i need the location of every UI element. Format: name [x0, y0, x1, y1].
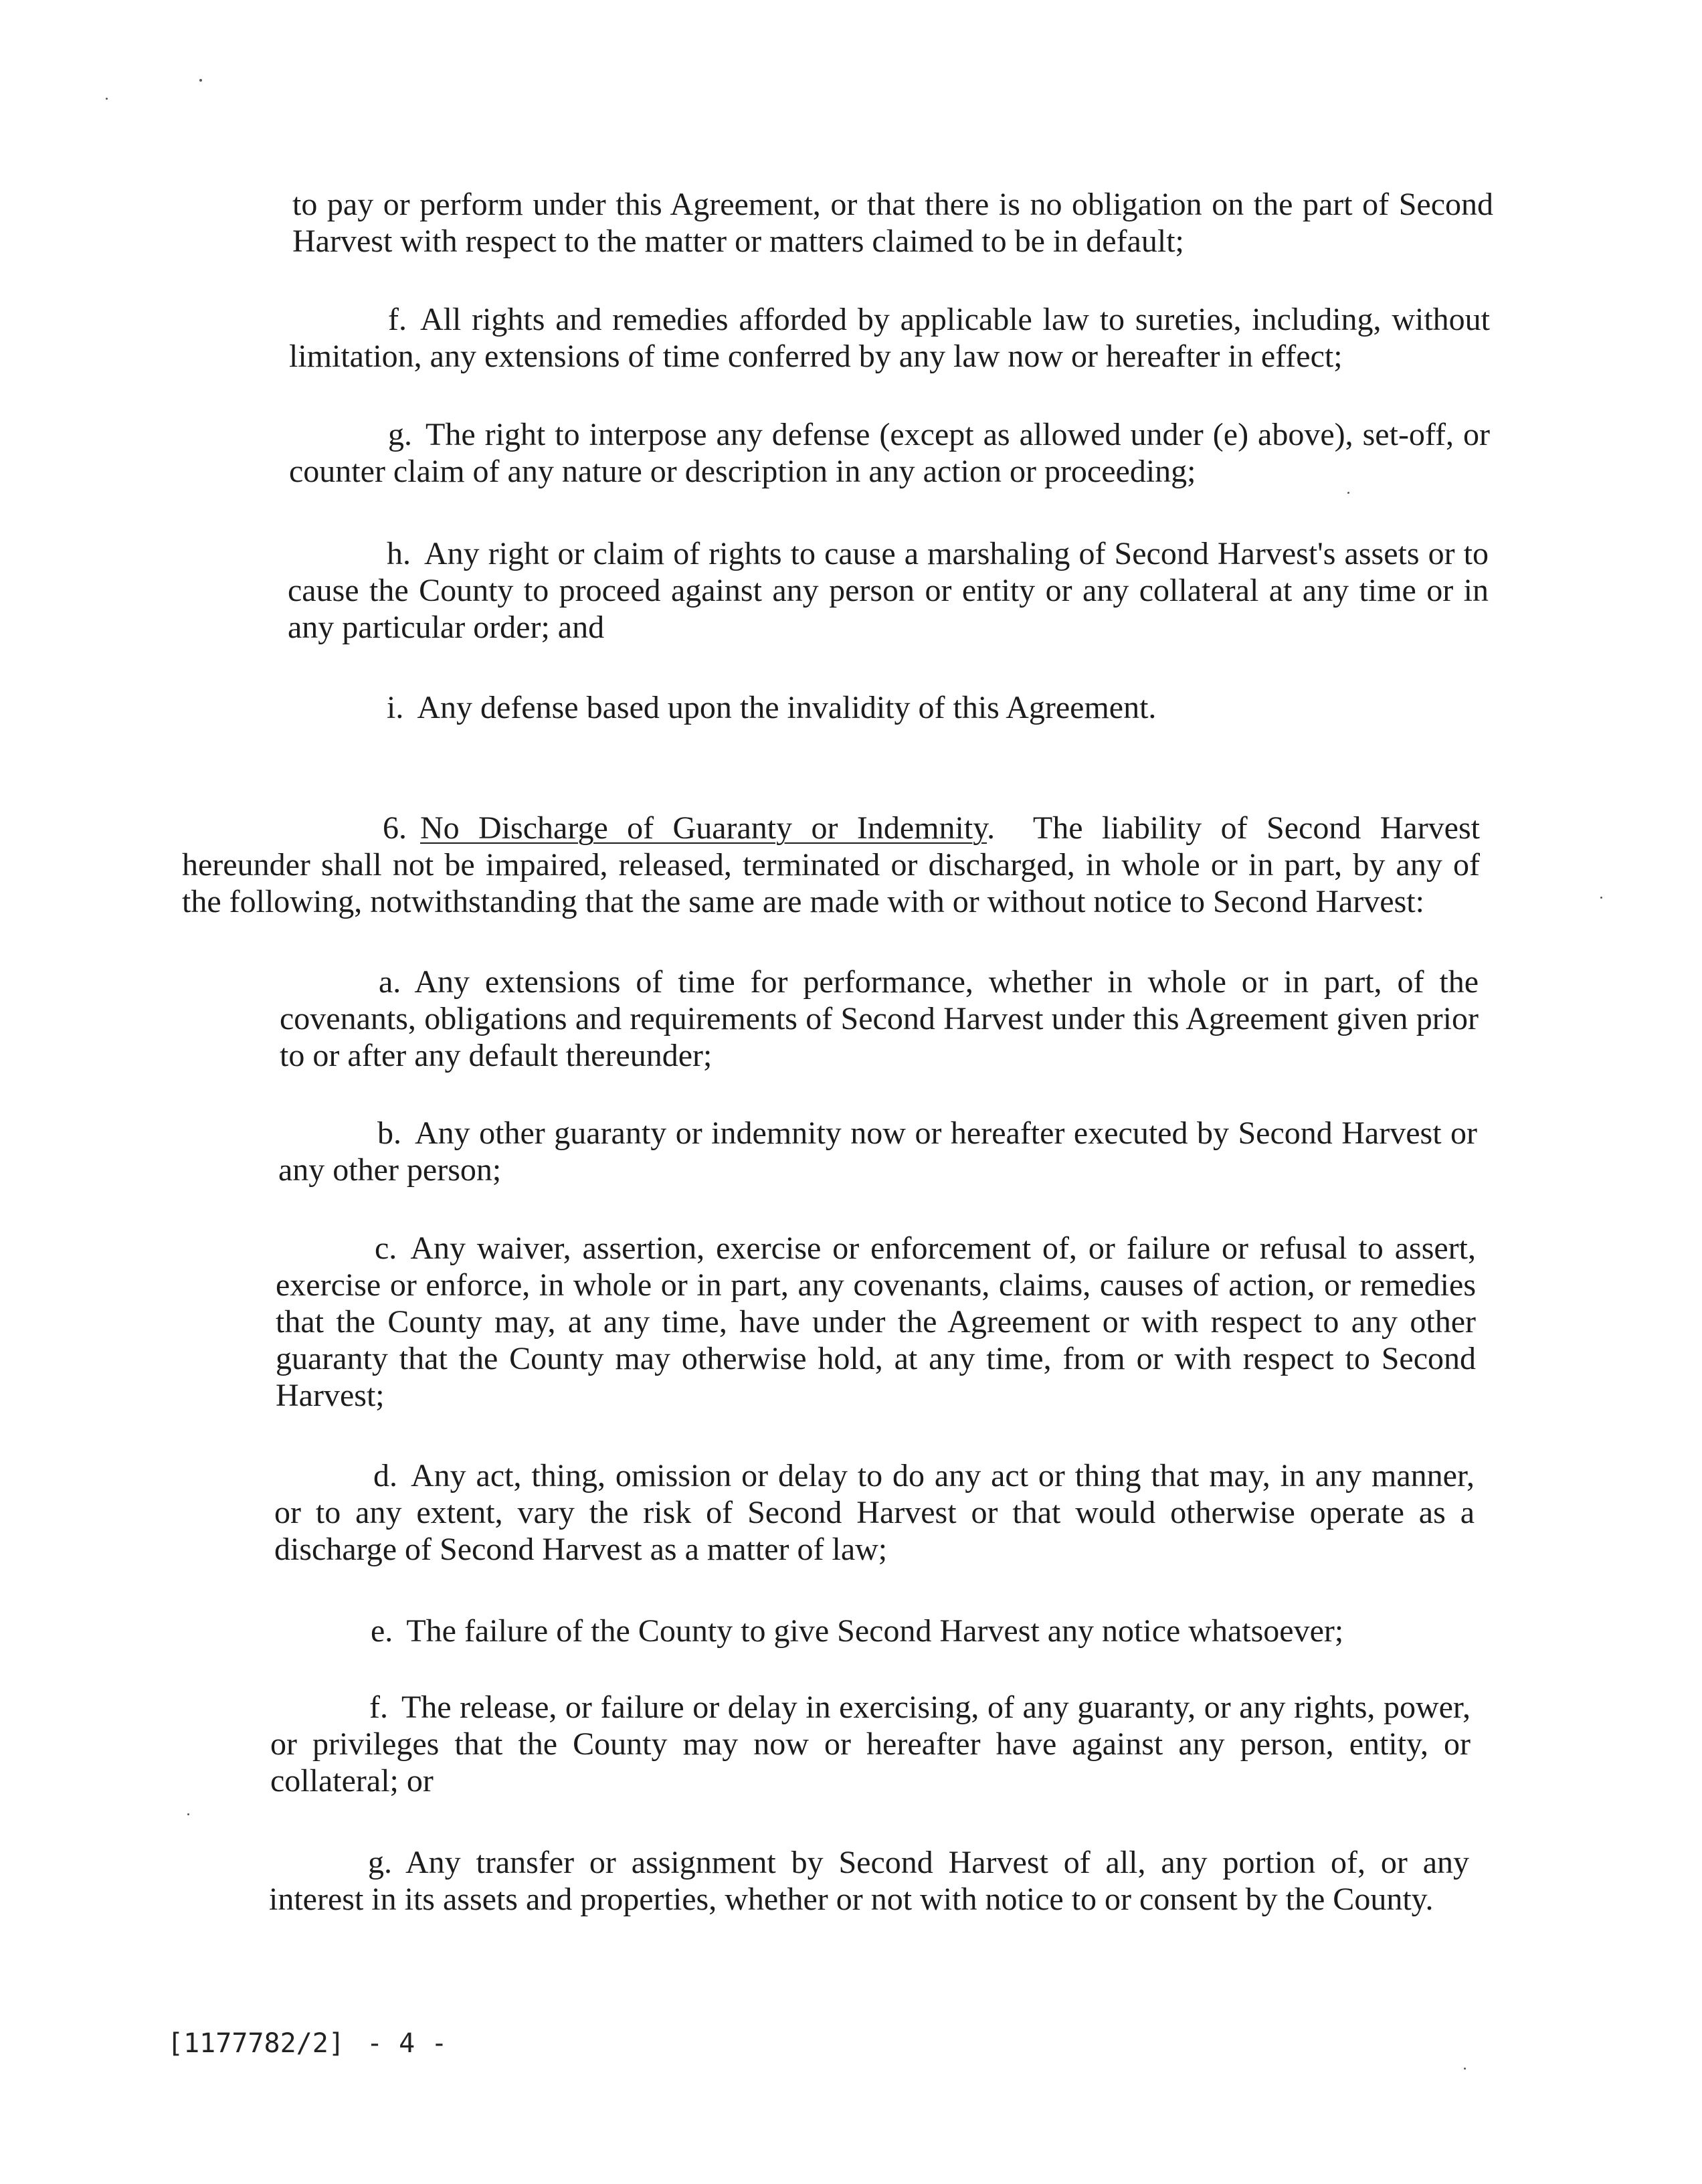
list-item-text: The release, or failure or delay in exercising, of any guaranty, or any rights, power, or privileges that the County may now or hereafter have against any person, entity, or collateral; or — [270, 1690, 1471, 1799]
scan-speck — [199, 79, 202, 82]
list-item-label: h. — [387, 536, 411, 571]
list-item-label: g. — [368, 1845, 392, 1880]
continuation-paragraph: to pay or perform under this Agreement, or that there is no obligation on the part of Second Harvest with respect to the matter or matters claimed to be in default; — [292, 187, 1493, 259]
section-text: The liability of Second Harvest hereunder shall not be impaired, released, terminated or discharged, in whole or in part, by any of the following, notwithstanding that the same are made with or without notice to Second Harvest: — [182, 810, 1480, 919]
list-item — [289, 301, 1490, 375]
section-number: 6. — [383, 810, 407, 846]
list-item — [288, 689, 1489, 726]
list-item — [289, 416, 1490, 490]
section-heading-end: . — [987, 810, 996, 846]
list-item-text: Any transfer or assignment by Second Harvest of all, any portion of, or any interest in its assets and properties, whether or not with notice to or consent by the County. — [269, 1845, 1469, 1917]
list-item — [269, 1844, 1469, 1918]
list-item — [280, 964, 1479, 1074]
scan-speck — [1464, 2068, 1466, 2070]
list-item — [274, 1457, 1475, 1568]
list-item-label: f. — [388, 302, 407, 337]
list-item-label: b. — [377, 1115, 401, 1151]
list-item-label: i. — [387, 690, 404, 725]
list-item-text: The right to interpose any defense (except as allowed under (e) above), set-off, or counter claim of any nature or description in any action or proceeding; — [289, 417, 1490, 489]
list-item — [270, 1689, 1471, 1799]
footer-doc-id: [1177782/2] — [167, 2028, 345, 2059]
list-item-text: Any right or claim of rights to cause a marshaling of Second Harvest's assets or to cause the County to proceed against any person or entity or any collateral at any time or in any particular order; and — [288, 536, 1489, 645]
list-item-text: Any other guaranty or indemnity now or hereafter executed by Second Harvest or any other person; — [278, 1115, 1477, 1188]
list-item-label: e. — [371, 1613, 393, 1649]
list-item-label: f. — [369, 1690, 388, 1725]
list-item-text: Any act, thing, omission or delay to do any act or thing that may, in any manner, or to any extent, vary the risk of Second Harvest or that would otherwise operate as a discharge of Second Harvest as a matter of law; — [274, 1458, 1475, 1567]
scan-speck — [1600, 897, 1602, 899]
scan-speck — [106, 98, 108, 100]
list-item-text: All rights and remedies afforded by applicable law to sureties, including, without limitation, any extensions of time conferred by any law now or hereafter in effect; — [289, 302, 1490, 374]
section-heading: No Discharge of Guaranty or Indemnity — [420, 810, 987, 846]
list-item — [276, 1230, 1476, 1414]
list-item-label: a. — [379, 964, 401, 1000]
section-6-paragraph — [182, 810, 1480, 920]
list-item — [288, 535, 1489, 646]
list-item — [278, 1115, 1477, 1188]
list-item-text: Any defense based upon the invalidity of this Agreement. — [417, 690, 1157, 725]
list-item — [272, 1613, 1472, 1649]
list-item-text: Any extensions of time for performance, whether in whole or in part, of the covenants, obligations and requirements of Second Harvest under this Agreement given prior to or after any default thereunder; — [280, 964, 1479, 1073]
scan-speck — [1347, 492, 1349, 494]
list-item-label: d. — [373, 1458, 397, 1493]
list-item-label: g. — [388, 417, 412, 452]
scan-speck — [187, 1813, 189, 1815]
footer-page-number: - 4 - — [367, 2028, 448, 2059]
list-item-text: Any waiver, assertion, exercise or enforcement of, or failure or refusal to assert, exercise or enforce, in whole or in part, any covenants, claims, causes of action, or remedies that the County may, at any time, have under the Agreement or with respect to any other guaranty that the County may otherwise hold, at any time, from or with respect to Second Harvest; — [276, 1231, 1476, 1413]
list-item-text: The failure of the County to give Second Harvest any notice whatsoever; — [406, 1613, 1344, 1649]
list-item-label: c. — [375, 1231, 397, 1266]
